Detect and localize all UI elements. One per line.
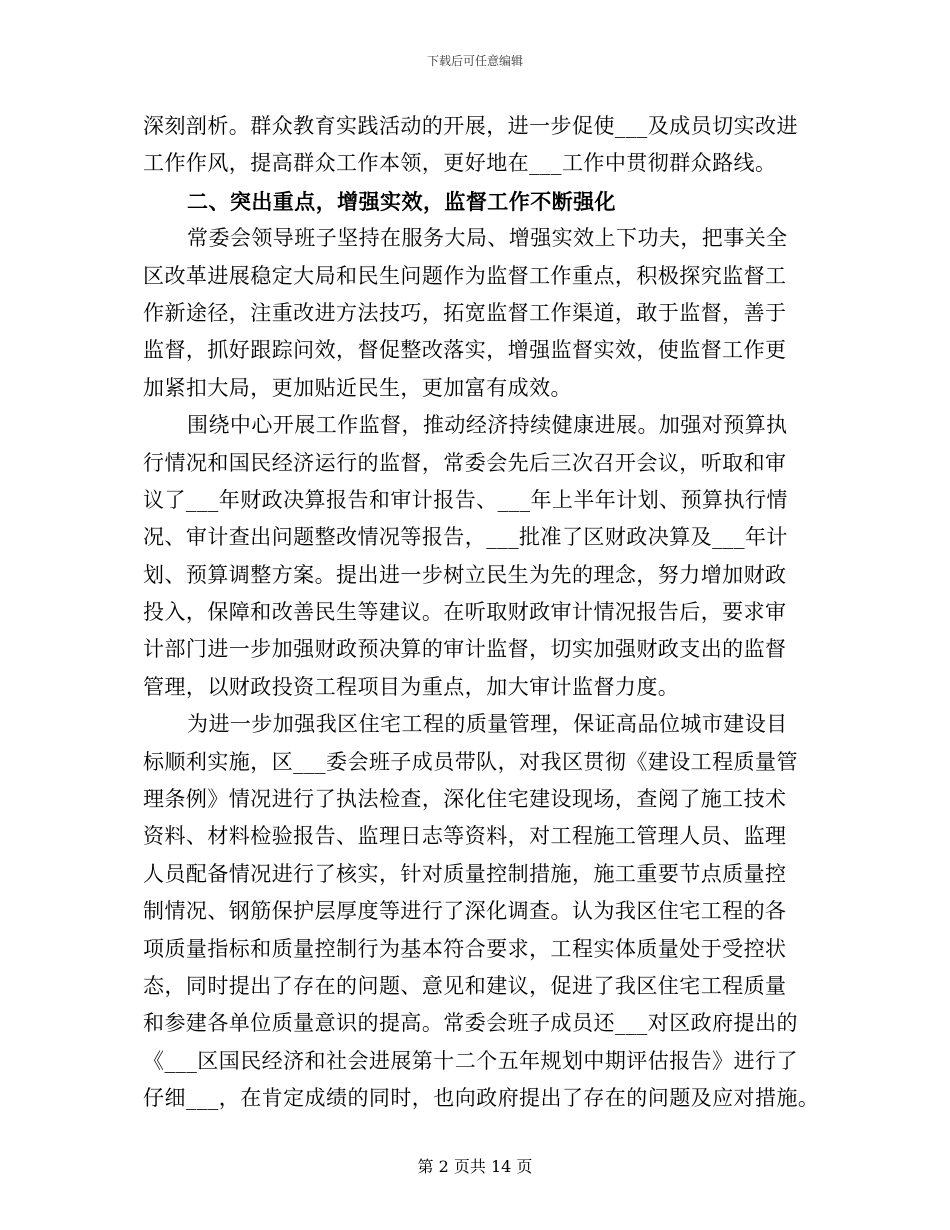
page-header: 下载后可任意编辑: [426, 54, 523, 68]
paragraph-line: 态，同时提出了存在的问题、意见和建议，促进了我区住宅工程质量: [143, 973, 787, 998]
document-body: [143, 108, 833, 1118]
paragraph-line: 议了___年财政决算报告和审计报告、___年上半年计划、预算执行情: [143, 487, 788, 512]
paragraph-line: 资料、材料检验报告、监理日志等资料，对工程施工管理人员、监理: [143, 824, 787, 849]
paragraph-line: 加紧扣大局，更加贴近民生，更加富有成效。: [143, 375, 572, 400]
section-heading: 二、突出重点，增强实效，监督工作不断强化: [187, 188, 616, 214]
paragraph-line: 监督，抓好跟踪问效，督促整改落实，增强监督实效，使监督工作更: [143, 338, 787, 363]
paragraph-line: 人员配备情况进行了核实，针对质量控制措施，施工重要节点质量控: [143, 861, 787, 886]
paragraph-line: 项质量指标和质量控制行为基本符合要求，工程实体质量处于受控状: [143, 936, 787, 961]
paragraph-line: 投入，保障和改善民生等建议。在听取财政审计情况报告后，要求审: [143, 600, 787, 625]
paragraph-line: 标顺利实施，区___委会班子成员带队，对我区贯彻《建设工程质量管: [143, 749, 798, 774]
paragraph-line: 制情况、钢筋保护层厚度等进行了深化调查。认为我区住宅工程的各: [143, 899, 787, 924]
paragraph-line: 和参建各单位质量意识的提高。常委会班子成员还___对区政府提出的: [143, 1011, 798, 1036]
paragraph-line: 划、预算调整方案。提出进一步树立民生为先的理念，努力增加财政: [143, 562, 787, 587]
paragraph-line: 深刻剖析。群众教育实践活动的开展，进一步促使___及成员切实改进: [143, 114, 798, 138]
paragraph-line: 仔细___，在肯定成绩的同时，也向政府提出了存在的问题及应对措施。: [143, 1086, 820, 1111]
paragraph-line: 计部门进一步加强财政预决算的审计监督，切实加强财政支出的监督: [143, 637, 787, 662]
paragraph-line: 作新途径，注重改进方法技巧，拓宽监督工作渠道，敢于监督，善于: [143, 300, 787, 325]
paragraph-line: 围绕中心开展工作监督，推动经济持续健康进展。加强对预算执: [187, 413, 788, 438]
paragraph-line: 工作作风，提高群众工作本领，更好地在___工作中贯彻群众路线。: [143, 151, 777, 176]
paragraph-line: 理条例》情况进行了执法检查，深化住宅建设现场，查阅了施工技术: [143, 787, 787, 812]
paragraph-line: 行情况和国民经济运行的监督，常委会先后三次召开会议，听取和审: [143, 450, 787, 475]
paragraph-line: 为进一步加强我区住宅工程的质量管理，保证高品位城市建设目: [187, 712, 788, 737]
paragraph-line: 常委会领导班子坚持在服务大局、增强实效上下功夫，把事关全: [187, 226, 788, 251]
paragraph-line: 况、审计查出问题整改情况等报告，___批准了区财政决算及___年计: [143, 525, 788, 550]
paragraph-line: 管理，以财政投资工程项目为重点，加大审计监督力度。: [143, 674, 680, 699]
page-number-footer: 第 2 页共 14 页: [417, 1157, 533, 1176]
paragraph-line: 区改革进展稳定大局和民生问题作为监督工作重点，积极探究监督工: [143, 263, 787, 288]
paragraph-line: 《___区国民经济和社会进展第十二个五年规划中期评估报告》进行了: [143, 1048, 798, 1073]
